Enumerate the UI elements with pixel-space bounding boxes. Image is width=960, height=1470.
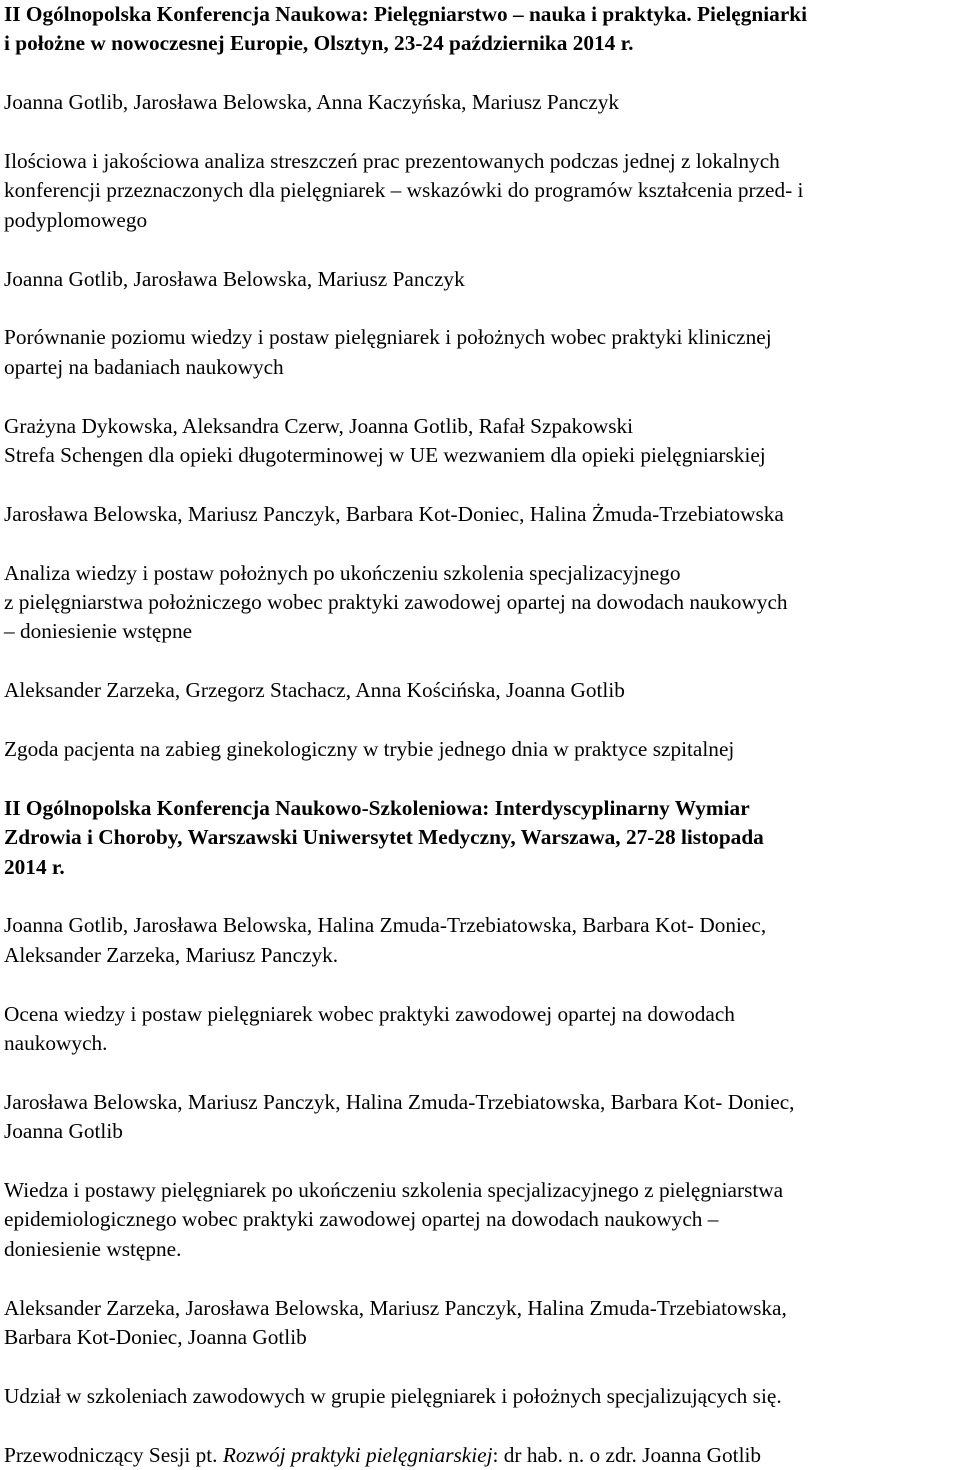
heading-line: i położne w nowoczesnej Europie, Olsztyn, 23-24 października 2014 r.: [4, 31, 634, 56]
title-line: Udział w szkoleniach zawodowych w grupie pielęgniarek i położnych specjalizujących się.: [4, 1383, 782, 1408]
title-line: Porównanie poziomu wiedzy i postaw pielęgniarek i położnych wobec praktyki klinicznej: [4, 325, 772, 350]
authors-line: Aleksander Zarzeka, Grzegorz Stachacz, Anna Kościńska, Joanna Gotlib: [4, 678, 625, 703]
session-chair-suffix: : dr hab. n. o zdr. Joanna Gotlib: [492, 1442, 762, 1467]
conference-heading-2: [4, 794, 944, 882]
authors-line: Joanna Gotlib, Jarosława Belowska, Mariusz Panczyk: [4, 266, 465, 291]
authors-line: Jarosława Belowska, Mariusz Panczyk, Barbara Kot-Doniec, Halina Żmuda-Trzebiatowska: [4, 501, 784, 526]
authors-line: Joanna Gotlib, Jarosława Belowska, Halina Zmuda-Trzebiatowska, Barbara Kot- Doniec,: [4, 913, 767, 938]
session-chair-prefix: Przewodniczący Sesji pt.: [4, 1442, 223, 1467]
entry-authors: [4, 88, 944, 117]
title-line: Analiza wiedzy i postaw położnych po ukończeniu szkolenia specjalizacyjnego: [4, 560, 681, 585]
authors-line: Joanna Gotlib: [4, 1119, 123, 1144]
title-line: opartej na badaniach naukowych: [4, 354, 284, 379]
entry-authors: [4, 911, 944, 970]
entry-title: [4, 735, 944, 764]
heading-line: II Ogólnopolska Konferencja Naukowo-Szkoleniowa: Interdyscyplinarny Wymiar: [4, 795, 750, 820]
title-line: naukowych.: [4, 1031, 108, 1056]
entry-title: [4, 1000, 944, 1059]
title-line: Ocena wiedzy i postaw pielęgniarek wobec praktyki zawodowej opartej na dowodach: [4, 1001, 735, 1026]
entry-title: [4, 1382, 944, 1411]
entry-authors: [4, 1088, 944, 1147]
title-line: Zgoda pacjenta na zabieg ginekologiczny w trybie jednego dnia w praktyce szpitalnej: [4, 737, 735, 762]
title-line: doniesienie wstępne.: [4, 1236, 182, 1261]
heading-line: 2014 r.: [4, 854, 65, 879]
session-title: Rozwój praktyki pielęgniarskiej: [222, 1442, 493, 1467]
entry-authors: [4, 1294, 944, 1353]
entry-title: [4, 323, 944, 382]
entry-title: [4, 441, 944, 470]
title-line: Wiedza i postawy pielęgniarek po ukończeniu szkolenia specjalizacyjnego z pielęgniarstwa: [4, 1178, 784, 1203]
entry-authors: [4, 500, 944, 529]
authors-line: Barbara Kot-Doniec, Joanna Gotlib: [4, 1325, 307, 1350]
authors-line: Grażyna Dykowska, Aleksandra Czerw, Joanna Gotlib, Rafał Szpakowski: [4, 413, 634, 438]
session-chair: [4, 1441, 944, 1470]
title-line: Strefa Schengen dla opieki długoterminowej w UE wezwaniem dla opieki pielęgniarskiej: [4, 443, 766, 468]
authors-line: Aleksander Zarzeka, Mariusz Panczyk.: [4, 942, 339, 967]
entry-authors: [4, 676, 944, 705]
title-line: – doniesienie wstępne: [4, 619, 193, 644]
title-line: epidemiologicznego wobec praktyki zawodowej opartej na dowodach naukowych –: [4, 1207, 719, 1232]
authors-line: Jarosława Belowska, Mariusz Panczyk, Halina Zmuda-Trzebiatowska, Barbara Kot- Doniec,: [4, 1089, 795, 1114]
heading-line: Zdrowia i Choroby, Warszawski Uniwersytet Medyczny, Warszawa, 27-28 listopada: [4, 825, 764, 850]
session-chair-line: [4, 1441, 944, 1470]
entry-authors: [4, 265, 944, 294]
entry-title: [4, 559, 944, 647]
entry-title: [4, 147, 944, 235]
title-line: konferencji przeznaczonych dla pielęgniarek – wskazówki do programów kształcenia przed- i: [4, 178, 804, 203]
entry-title: [4, 1176, 944, 1264]
entry-authors: [4, 412, 944, 441]
authors-line: Joanna Gotlib, Jarosława Belowska, Anna Kaczyńska, Mariusz Panczyk: [4, 90, 620, 115]
document-page: [4, 0, 944, 1470]
heading-line: II Ogólnopolska Konferencja Naukowa: Pielęgniarstwo – nauka i praktyka. Pielęgniarki: [4, 2, 808, 26]
title-line: z pielęgniarstwa położniczego wobec praktyki zawodowej opartej na dowodach naukowych: [4, 590, 788, 615]
title-line: podyplomowego: [4, 207, 148, 232]
title-line: Ilościowa i jakościowa analiza streszczeń prac prezentowanych podczas jednej z lokalnych: [4, 149, 780, 173]
conference-heading-1: [4, 0, 944, 59]
authors-line: Aleksander Zarzeka, Jarosława Belowska, Mariusz Panczyk, Halina Zmuda-Trzebiatowska,: [4, 1295, 787, 1320]
